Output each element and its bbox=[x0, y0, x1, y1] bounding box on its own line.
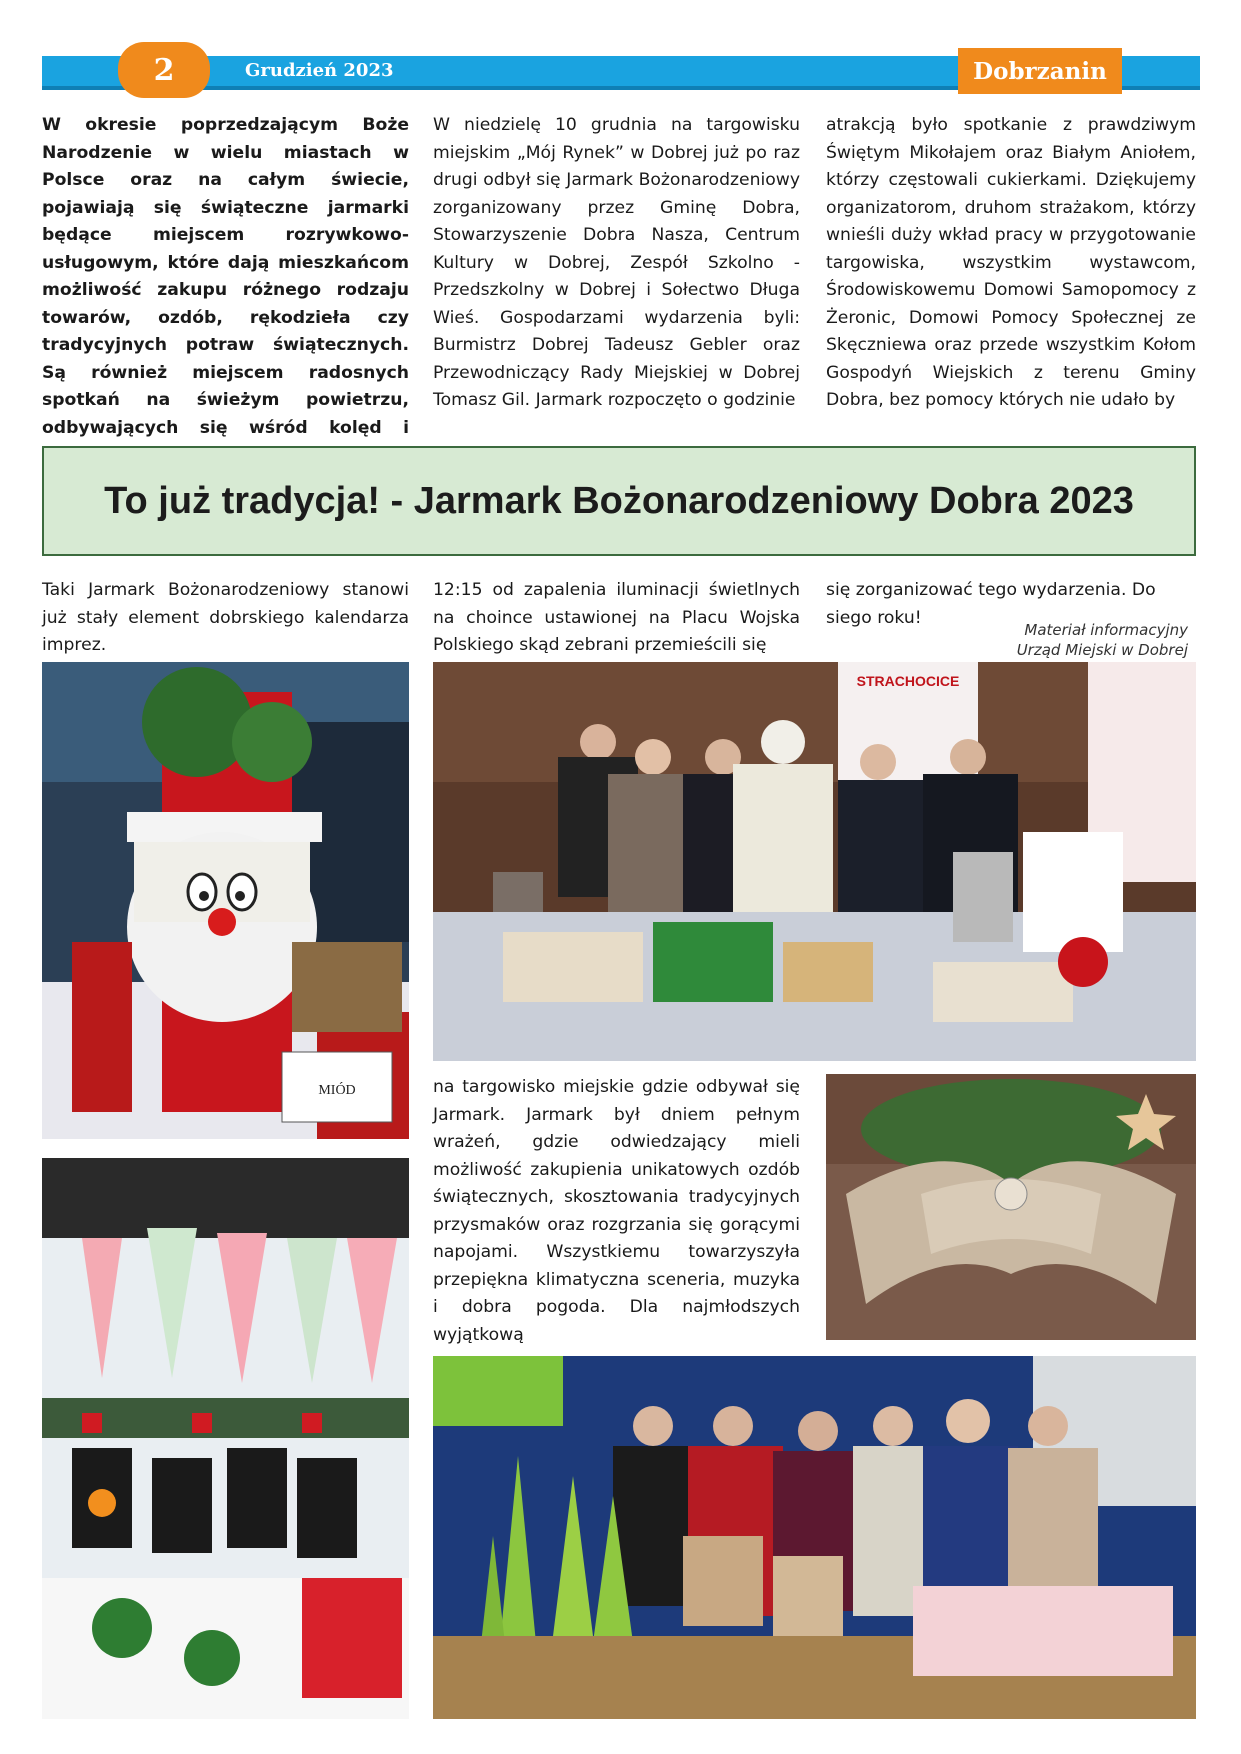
page-number: 2 bbox=[118, 42, 210, 98]
photo-women-stall bbox=[433, 662, 1196, 1061]
article-col3-top: atrakcją było spotkanie z prawdziwym Świętym Mikołajem oraz Białym Aniołem, którzy częstowali cukierkami. Dziękujemy organizatorom, druhom strażakom, którzy wnieśli duży wkład pracy w przygotowanie targowiska, wszystkim wystawcom, Środowiskowemu Domowi Samopomocy z Żeronic, Domowi Pomocy Społecznej ze Skęczniewa oraz przede wszystkim Kołom Gospodyń Wiejskich z terenu Gminy Dobra, bez pomocy których nie udało by bbox=[826, 115, 1196, 410]
honey-sign-text: MIÓD bbox=[318, 1083, 356, 1098]
photo-ribbon-decoration bbox=[826, 1074, 1196, 1340]
article-title: To już tradycja! - Jarmark Bożonarodzeniowy Dobra 2023 bbox=[104, 479, 1134, 522]
article-col3-mid: się zorganizować tego wydarzenia. Do siego roku! bbox=[826, 580, 1156, 628]
article-col2-top: W niedzielę 10 grudnia na targowisku miejskim „Mój Rynek” w Dobrej już po raz drugi odbył się Jarmark Bożonarodzeniowy zorganizowany przez Gminę Dobra, Stowarzyszenie Dobra Nasza, Centrum Kultury w Dobrej, Zespół Szkolno - Przedszkolny w Dobrej i Sołectwo Długa Wieś. Gospodarzami wydarzenia byli: Burmistrz Dobrej Tadeusz Gebler oraz Przewodniczący Rady Miejskiej w Dobrej Tomasz Gil. Jarmark rozpoczęto o godzinie bbox=[433, 115, 800, 410]
article-credit bbox=[960, 620, 1188, 660]
article-intro-bold: W okresie poprzedzającym Boże Narodzenie w wielu miastach w Polsce oraz na całym świecie, pojawiają się świąteczne jarmarki będące miejscem rozrywkowo-usługowym, które dają mieszkańcom możliwość zakupu różnego rodzaju towarów, ozdób, rękodzieła czy tradycyjnych potraw świątecznych. Są również miejscem radosnych spotkań na świeżym powietrzu, odbywających się wśród kolęd i bbox=[42, 115, 409, 438]
article-col2-lower: na targowisko miejskie gdzie odbywał się Jarmark. Jarmark był dniem pełnym wrażeń, gdzie odwiedzający mieli możliwość zakupienia unikatowych ozdób świątecznych, skosztowania tradycyjnych przysmaków oraz rozgrzania się gorącymi napojami. Wszystkiemu towarzyszyła przepiękna klimatyczna sceneria, muzyka i dobra pogoda. Dla najmłodszych wyjątkową bbox=[433, 1077, 800, 1345]
article-col2-mid: 12:15 od zapalenia iluminacji świetlnych na choince ustawionej na Placu Wojska Polskiego skąd zebrani przemieścili się bbox=[433, 580, 800, 655]
credit-line-2: Urząd Miejski w Dobrej bbox=[1016, 641, 1188, 659]
issue-date: Grudzień 2023 bbox=[245, 60, 394, 81]
magazine-name: Dobrzanin bbox=[958, 48, 1122, 94]
credit-line-1: Materiał informacyjny bbox=[1024, 621, 1188, 639]
photo-santa-decoration bbox=[42, 662, 409, 1139]
photo-women-group-trees bbox=[433, 1356, 1196, 1719]
article-col1-mid: Taki Jarmark Bożonarodzeniowy stanowi już stały element dobrskiego kalendarza imprez. bbox=[42, 580, 409, 655]
photo-meringue-trees bbox=[42, 1158, 409, 1719]
stall-banner-text: STRACHOCICE bbox=[856, 673, 960, 689]
article-title-box bbox=[42, 446, 1196, 556]
